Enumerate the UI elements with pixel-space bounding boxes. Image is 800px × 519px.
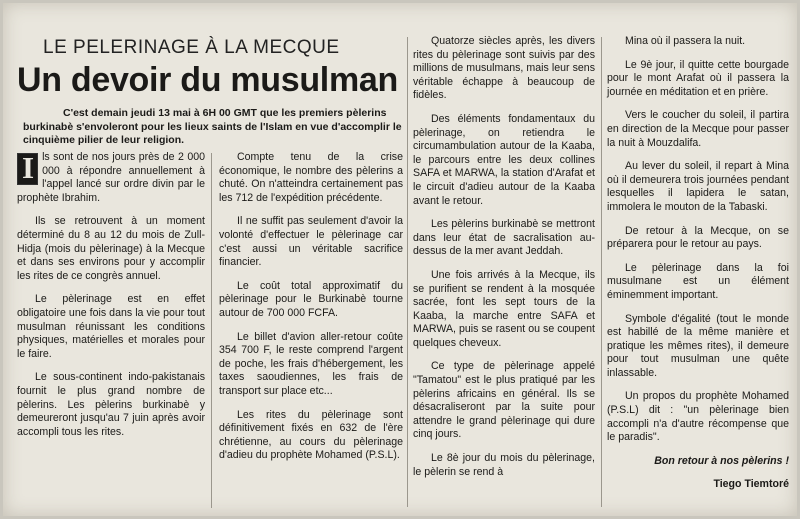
paragraph: Quatorze siècles après, les divers rites du pèlerinage sont suivis par des millions de musulmans, mais leur sens véritable échappe à beaucoup de fidèles. <box>413 35 595 102</box>
paragraph: Compte tenu de la crise économique, le nombre des pèlerins a chuté. On n'atteindra certainement pas les 712 de l'expédition précédente. <box>219 151 403 204</box>
paragraph: Le billet d'avion aller-retour coûte 354 700 F, le reste comprend l'argent de poche, les frais d'hébergement, les taxes saoudiennes, les frais de transport sur place etc... <box>219 330 403 397</box>
column-1 <box>17 151 205 449</box>
closing-line: Bon retour à nos pèlerins ! <box>654 454 789 467</box>
paragraph: Un propos du prophète Mohamed (P.S.L) dit : "un pèlerinage bien accompli n'a d'autre récompense que le paradis". <box>607 390 789 444</box>
column-4 <box>607 35 789 502</box>
paragraph: Le coût total approximatif du pèlerinage pour le Burkinabè tourne autour de 700 000 FCFA. <box>219 279 403 319</box>
paragraph: Ce type de pèlerinage appelé "Tamatou" est le plus pratiqué par les pèlerins africains en général. Ils se désacraliseront par la suite pour attendre le grand pèlerinage qui dure cinq jours. <box>413 360 595 441</box>
paragraph: Au lever du soleil, il repart à Mina où il demeurera trois journées pendant lesquelles il lapidera le satan, immolera le mouton de la Tabaski. <box>607 160 789 213</box>
paragraph: Une fois arrivés à la Mecque, ils se purifient se rendent à la mosquée sacrée, font les sept tours de la Kaaba, la marche entre SAFA et MARWA, puis se rasent ou se coupent quelques cheveux. <box>413 268 595 349</box>
author-signature: Tiego Tiemtoré <box>713 478 789 491</box>
paragraph: Le 8è jour du mois du pèlerinage, le pèlerin se rend à <box>413 452 595 478</box>
paragraph: Le sous-continent indo-pakistanais fournit le plus grand nombre de pèlerins. Les pèlerins burkinabè y demeureront jusqu'au 7 juin après avoir accompli tous les rites. <box>17 371 205 438</box>
paragraph: Symbole d'égalité (tout le monde est habillé de la même manière et pratique les mêmes rites), il demeure pour tout musulman une quête inlassable. <box>607 312 789 379</box>
newspaper-clipping <box>3 3 797 516</box>
column-rule <box>407 37 408 507</box>
article-intro: C'est demain jeudi 13 mai à 6H 00 GMT que les premiers pèlerins burkinabè s'envoleront pour les lieux saints de l'Islam en vue d'accomplir le cinquième pilier de leur religion. <box>23 107 402 146</box>
column-3 <box>413 35 595 489</box>
paragraph: Les pèlerins burkinabè se mettront dans leur état de sacralisation au-dessus de la mer avant Jeddah. <box>413 218 595 258</box>
paragraph: Vers le coucher du soleil, il partira en direction de la Mecque pour passer la nuit à Mouzdalifa. <box>607 109 789 149</box>
column-2 <box>219 151 403 473</box>
paragraph: I ls sont de nos jours près de 2 000 000 à répondre annuellement à l'appel lancé sur ordre divin par le prophète Ibrahim. <box>17 150 205 204</box>
paragraph: Les rites du pèlerinage sont définitivement fixés en 632 de l'ère chrétienne, au cours du pèlerinage d'adieu du prophète Mohamed (P.S.L). <box>219 408 403 462</box>
column-rule <box>601 37 602 507</box>
paragraph: Le 9è jour, il quitte cette bourgade pour le mont Arafat où il passera la journée en méditation et en prière. <box>607 58 789 98</box>
paragraph: Le pèlerinage dans la foi musulmane est un élément éminemment important. <box>607 261 789 301</box>
column-rule <box>211 153 212 508</box>
paragraph: Il ne suffit pas seulement d'avoir la volonté d'effectuer le pèlerinage car c'est aussi un véritable sacrifice financier. <box>219 215 403 269</box>
article-kicker: LE PELERINAGE À LA MECQUE <box>43 37 340 58</box>
paragraph: Mina où il passera la nuit. <box>625 35 746 47</box>
drop-cap: I <box>17 153 38 185</box>
paragraph: Des éléments fondamentaux du pèlerinage, on retiendra le circumambulation autour de la Kaaba, le parcours entre les deux collines SAFA et MARWA, la station d'Arafat et le circuit d'adieu autour de la Kaaba avant le retour. <box>413 112 595 207</box>
paragraph: Le pèlerinage est en effet obligatoire une fois dans la vie pour tout musulman réunissant les conditions physiques, matérielles et morales pour le faire. <box>17 293 205 360</box>
paragraph: De retour à la Mecque, on se préparera pour le retour au pays. <box>607 224 789 251</box>
paragraph: Ils se retrouvent à un moment déterminé du 8 au 12 du mois de Zull-Hidja (mois du pèlerinage) à la Mecque et dans ses environs pour y accomplir les rites de ce congrès annuel. <box>17 215 205 282</box>
article-headline: Un devoir du musulman <box>17 61 398 99</box>
